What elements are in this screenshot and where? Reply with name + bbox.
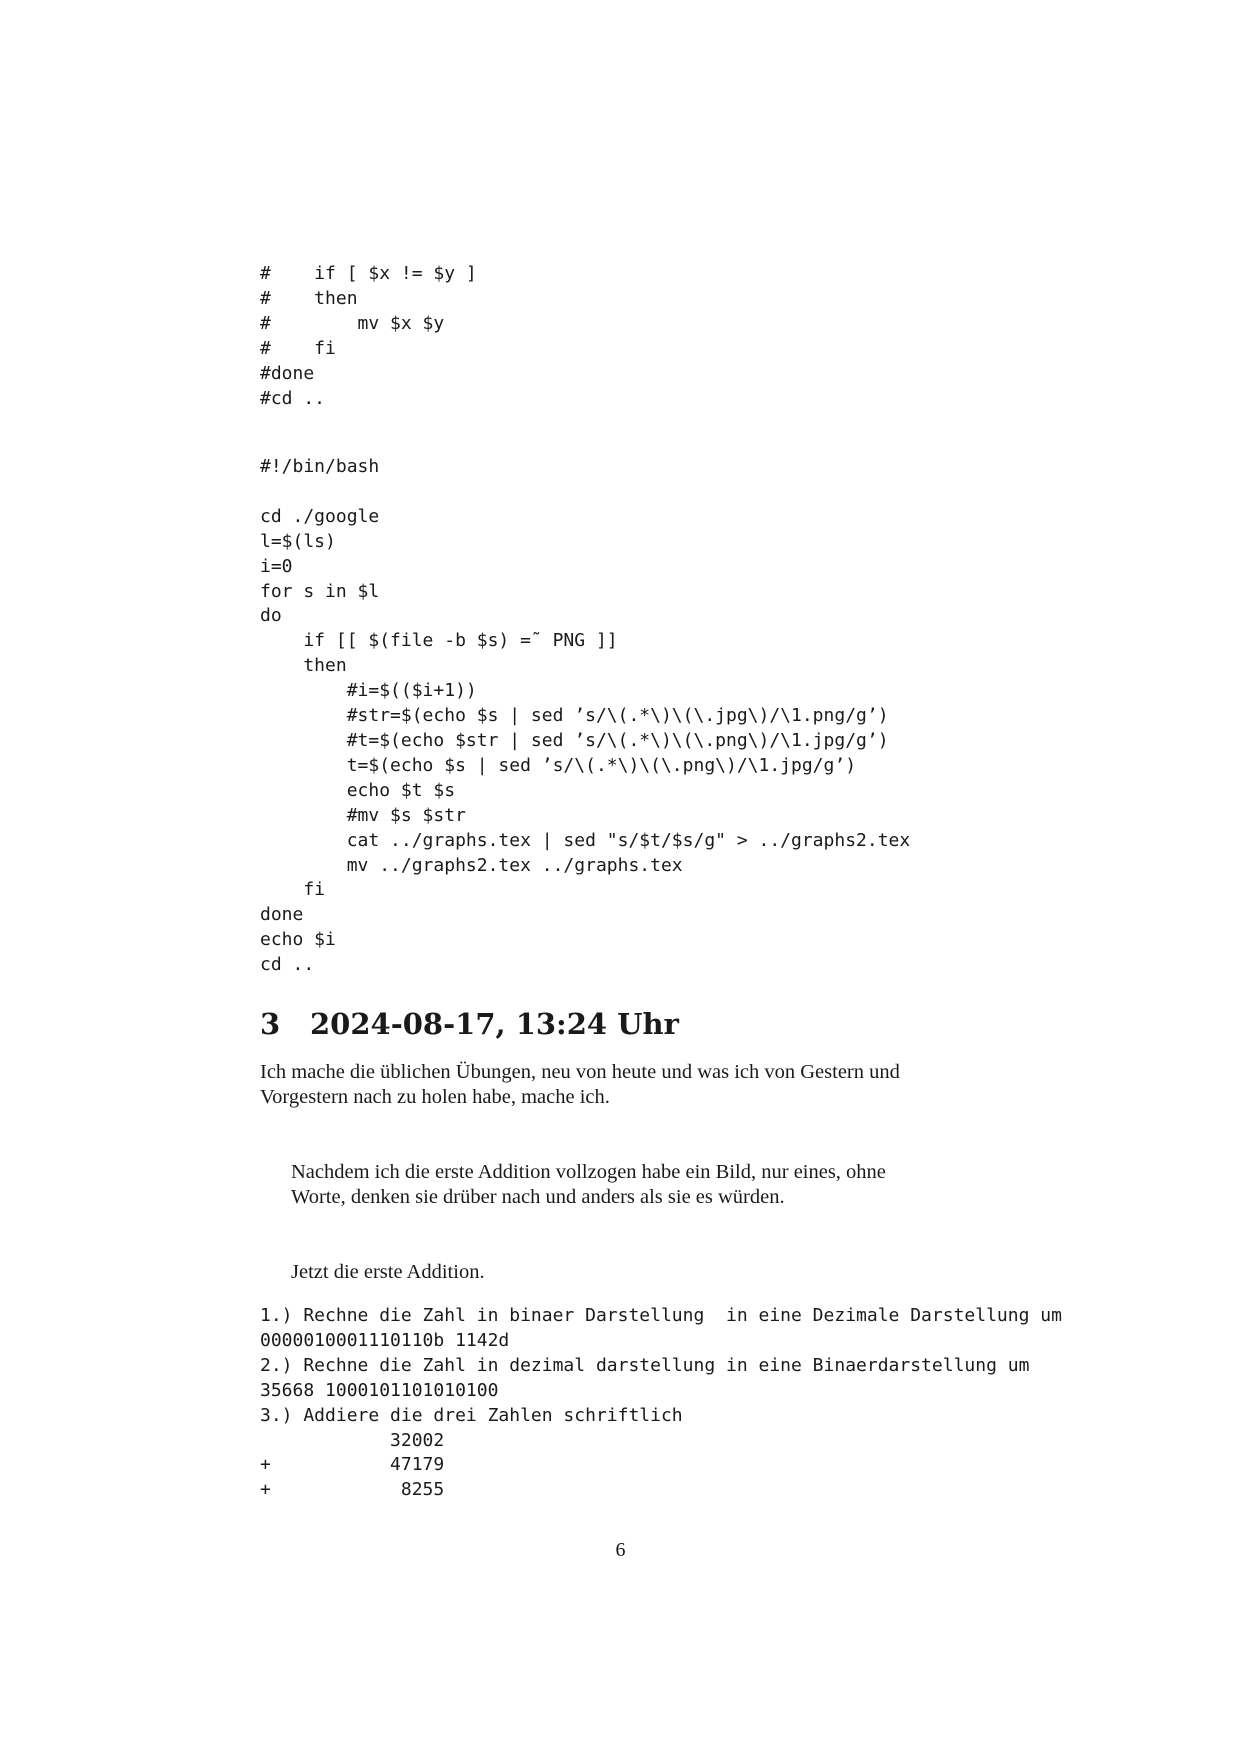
exercise-line: 32002 bbox=[260, 1429, 445, 1451]
section-number: 3 bbox=[260, 1007, 281, 1041]
code-line: if [[ $(file -b $s) =˜ PNG ]] bbox=[260, 630, 618, 652]
exercise-line: + 47179 bbox=[260, 1454, 445, 1476]
code-block-loop-end bbox=[260, 262, 477, 411]
code-line: i=0 bbox=[260, 555, 293, 577]
page-number: 6 bbox=[615, 1539, 626, 1561]
code-line: # fi bbox=[260, 337, 336, 359]
exercise-line: + 8255 bbox=[260, 1479, 445, 1501]
code-line: #t=$(echo $str | sed ’s/\(.*\)\(\.png\)/\1.jpg/g’) bbox=[260, 729, 889, 751]
exercise-line: 2.) Rechne die Zahl in dezimal darstellung in eine Binaerdarstellung um bbox=[260, 1354, 1030, 1376]
code-line: l=$(ls) bbox=[260, 530, 336, 552]
exercise-line: 1.) Rechne die Zahl in binaer Darstellung in eine Dezimale Darstellung um bbox=[260, 1305, 1062, 1326]
code-line: mv ../graphs2.tex ../graphs.tex bbox=[260, 854, 683, 876]
code-line: # then bbox=[260, 287, 358, 309]
code-line: # if [ $x != $y ] bbox=[260, 263, 477, 284]
exercise-line: 3.) Addiere die drei Zahlen schriftlich bbox=[260, 1404, 683, 1426]
code-line: # mv $x $y bbox=[260, 312, 445, 334]
section-heading bbox=[260, 1006, 679, 1042]
code-line: #cd .. bbox=[260, 387, 326, 409]
section-title: 2024-08-17, 13:24 Uhr bbox=[310, 1007, 679, 1041]
paragraph-line: Nachdem ich die erste Addition vollzogen habe ein Bild, nur eines, ohne bbox=[291, 1161, 886, 1183]
code-line: #str=$(echo $s | sed ’s/\(.*\)\(\.jpg\)/\1.png/g’) bbox=[260, 705, 889, 727]
exercise-line: 0000010001110110b 1142d bbox=[260, 1329, 510, 1351]
code-line: #mv $s $str bbox=[260, 804, 466, 826]
code-line: #i=$(($i+1)) bbox=[260, 680, 477, 702]
code-line: #!/bin/bash bbox=[260, 456, 380, 477]
code-line: done bbox=[260, 904, 304, 926]
code-block-bash-script bbox=[260, 455, 910, 978]
code-line: cd ./google bbox=[260, 505, 380, 527]
paragraph-line: Vorgestern nach zu holen habe, mache ich. bbox=[260, 1086, 610, 1108]
code-line: then bbox=[260, 655, 347, 677]
code-line: echo $t $s bbox=[260, 779, 456, 801]
paragraph-first-addition bbox=[260, 1260, 980, 1285]
code-line: echo $i bbox=[260, 929, 336, 951]
code-line: t=$(echo $s | sed ’s/\(.*\)\(\.png\)/\1.jpg/g’) bbox=[260, 754, 857, 776]
paragraph-line: Worte, denken sie drüber nach und anders als sie es würden. bbox=[291, 1186, 785, 1208]
code-line: #done bbox=[260, 362, 315, 384]
exercise-line: 35668 1000101101010100 bbox=[260, 1379, 499, 1401]
paragraph-picture-note bbox=[260, 1160, 980, 1210]
code-line: cat ../graphs.tex | sed "s/$t/$s/g" > ../graphs2.tex bbox=[260, 829, 911, 851]
paragraph-intro bbox=[260, 1060, 980, 1110]
paragraph-line: Jetzt die erste Addition. bbox=[291, 1261, 485, 1283]
code-block-exercises bbox=[260, 1304, 1062, 1503]
code-line: do bbox=[260, 605, 282, 627]
code-line: fi bbox=[260, 879, 326, 901]
code-line: for s in $l bbox=[260, 580, 380, 602]
code-line: cd .. bbox=[260, 954, 315, 976]
paragraph-line: Ich mache die üblichen Übungen, neu von heute und was ich von Gestern und bbox=[260, 1061, 900, 1083]
